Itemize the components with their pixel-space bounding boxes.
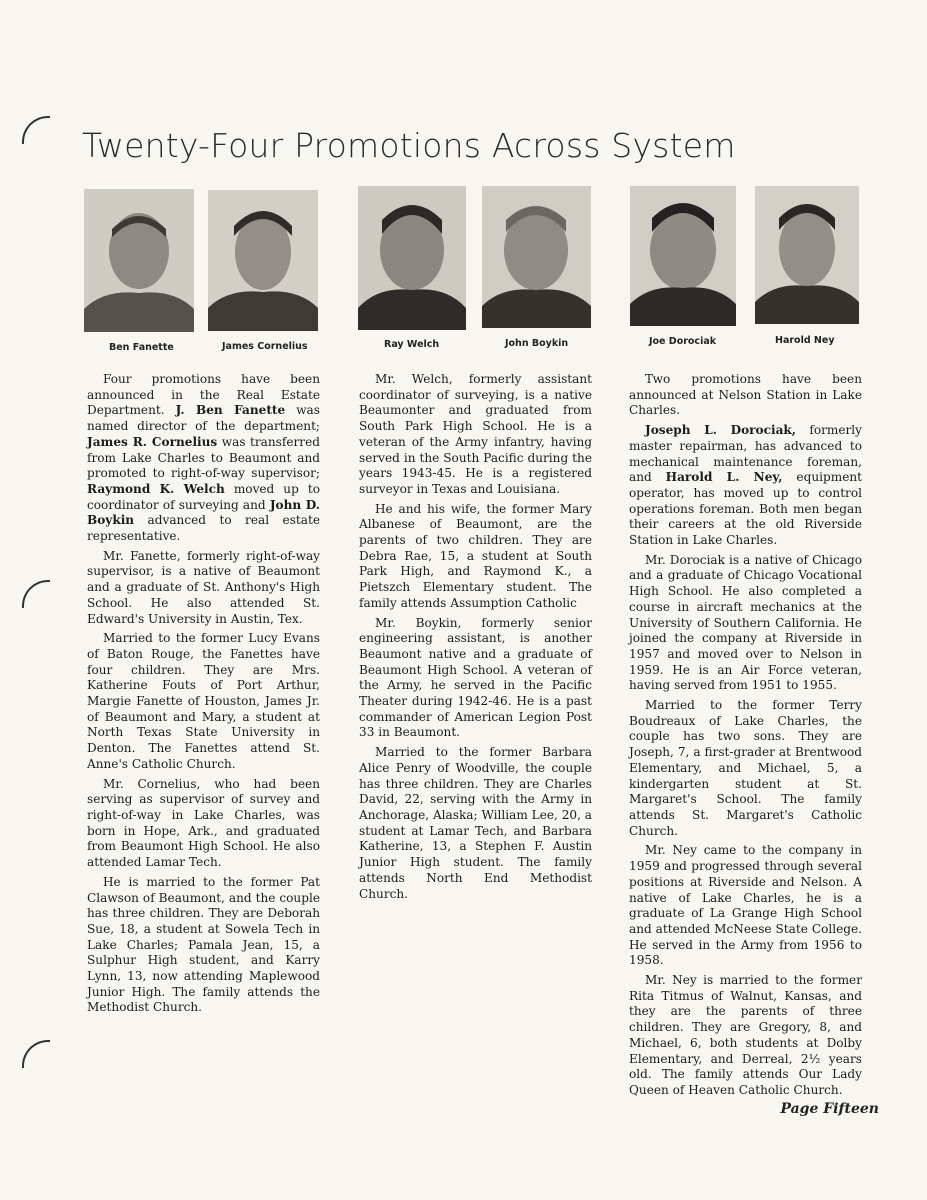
binder-hole (22, 580, 50, 608)
page-number: Page Fifteen (780, 1101, 879, 1117)
portrait-photo (208, 190, 318, 331)
portrait-photo (630, 186, 736, 326)
photo-caption: Ray Welch (384, 339, 440, 350)
article-paragraph (87, 875, 320, 1016)
article-column-2 (359, 372, 592, 906)
article-paragraph (87, 372, 320, 545)
article-paragraph (359, 372, 592, 498)
article-paragraph (359, 616, 592, 742)
paragraph-text: Mr. Ney came to the company in 1959 and progressed through several positions at Riverside and Nelson. A native of Lake Charles, he is a graduate of La Grange High School and attended McNeese State College. He served in the Army from 1956 to 1958. (629, 843, 862, 968)
photo-caption: Ben Fanette (109, 342, 174, 353)
bold-name: Harold L. Ney, (665, 470, 783, 485)
article-paragraph (87, 631, 320, 772)
binder-hole (22, 1040, 50, 1068)
photo-caption: Joe Dorociak (649, 336, 717, 347)
portrait-photo (755, 186, 859, 324)
paragraph-text: was named director of the department; (87, 403, 320, 434)
portrait-photo (358, 186, 466, 330)
bold-name: Raymond K. Welch (87, 481, 225, 496)
paragraph-text: Mr. Cornelius, who had been serving as supervisor of survey and right-of-way in Lake Charles, was born in Hope, Ark., and graduated from Beaumont High School. He also attended Lamar Tech. (87, 776, 320, 870)
paragraph-text: was transferred from Lake Charles to Beaumont and promoted to right-of-way supervisor; (87, 434, 320, 481)
paragraph-text: Four promotions have been announced in the Real Estate Department. (87, 372, 320, 418)
paragraph-text: He is married to the former Pat Clawson of Beaumont, and the couple has three children. They are Deborah Sue, 18, a student at Sowela Tech in Lake Charles; Pamala Jean, 15, a Sulphur High student, and Karry Lynn, 13, now attending Maplewood Junior High. The family attends the Methodist Church. (87, 874, 320, 1015)
bold-name: J. Ben Fanette (175, 403, 286, 418)
paragraph-text: formerly master repairman, has advanced to mechanical maintenance foreman, and (629, 423, 862, 485)
paragraph-text: Mr. Fanette, formerly right-of-way supervisor, is a native of Beaumont and a graduate of St. Anthony's High School. He also attended St. Edward's University in Austin, Tex. (87, 548, 320, 626)
article-paragraph (629, 423, 862, 549)
bold-name: James R. Cornelius (87, 434, 218, 449)
paragraph-text: moved up to coordinator of surveying and (87, 481, 320, 512)
bold-name: Joseph L. Dorociak, (645, 423, 797, 438)
photo-caption: Harold Ney (775, 335, 835, 346)
paragraph-text: Married to the former Terry Boudreaux of Lake Charles, the couple has two sons. They are Joseph, 7, a first-grader at Brentwood Elementary, and Michael, 5, a kindergarten student at St. Margaret's School. The family attends St. Margaret's Catholic Church. (629, 698, 862, 838)
article-paragraph (629, 973, 862, 1099)
paragraph-text: Mr. Ney is married to the former Rita Titmus of Walnut, Kansas, and they are the parents of three children. They are Gregory, 8, and Michael, 6, both students at Dolby Elementary, and Derreal, 2½ years old. The family attends Our Lady Queen of Heaven Catholic Church. (629, 973, 862, 1097)
photo-caption: John Boykin (505, 338, 569, 349)
article-paragraph (87, 777, 320, 871)
portrait-photo (84, 189, 194, 332)
article-paragraph (87, 549, 320, 628)
paragraph-text: Mr. Dorociak is a native of Chicago and a graduate of Chicago Vocational High School. He also completed a course in aircraft mechanics at the University of Southern California. He joined the company at Riverside in 1957 and moved over to Nelson in 1959. He is an Air Force veteran, having served from 1951 to 1955. (629, 552, 862, 693)
paragraph-text: Married to the former Barbara Alice Penry of Woodville, the couple has three children. They are Charles David, 22, serving with the Army in Anchorage, Alaska; William Lee, 20, a student at Lamar Tech, and Barbara Katherine, 13, a Stephen F. Austin Junior High student. The family attends North End Methodist Church. (359, 745, 592, 901)
paragraph-text: Mr. Boykin, formerly senior engineering assistant, is another Beaumont native and a graduate of Beaumont High School. A veteran of the Army, he served in the Pacific Theater during 1942-46. He is a past commander of American Legion Post 33 in Beaumont. (359, 615, 592, 740)
article-paragraph (629, 843, 862, 969)
binder-hole (22, 116, 50, 144)
photo-caption: James Cornelius (222, 341, 308, 352)
article-column-3 (629, 372, 862, 1103)
article-column-1 (87, 372, 320, 1020)
paragraph-text: Two promotions have been announced at Nelson Station in Lake Charles. (629, 372, 862, 418)
portrait-photo (482, 186, 591, 328)
article-paragraph (629, 553, 862, 694)
paragraph-text: Mr. Welch, formerly assistant coordinator of surveying, is a native Beaumonter and graduated from South Park High School. He is a veteran of the Army infantry, having served in the South Pacific during the years 1943-45. He is a registered surveyor in Texas and Louisiana. (359, 372, 592, 496)
paragraph-text: Married to the former Lucy Evans of Baton Rouge, the Fanettes have four children. They are Mrs. Katherine Fouts of Port Arthur, Margie Fanette of Houston, James Jr. of Beaumont and Mary, a student at North Texas State University in Denton. The Fanettes attend St. Anne's Catholic Church. (87, 631, 320, 771)
article-paragraph (629, 372, 862, 419)
bold-name: John D. Boykin (87, 497, 320, 528)
article-paragraph (629, 698, 862, 839)
page-title: Twenty-Four Promotions Across System (82, 126, 736, 165)
article-paragraph (359, 502, 592, 612)
article-paragraph (359, 745, 592, 902)
paragraph-text: advanced to real estate representative. (87, 513, 320, 544)
paragraph-text: He and his wife, the former Mary Albanese of Beaumont, are the parents of two children. They are Debra Rae, 15, a student at South Park High, and Raymond K., a Pietszch Elementary student. The family attends Assumption Catholic (359, 501, 592, 610)
paragraph-text: equipment operator, has moved up to control operations foreman. Both men began their careers at the old Riverside Station in Lake Charles. (629, 470, 862, 548)
